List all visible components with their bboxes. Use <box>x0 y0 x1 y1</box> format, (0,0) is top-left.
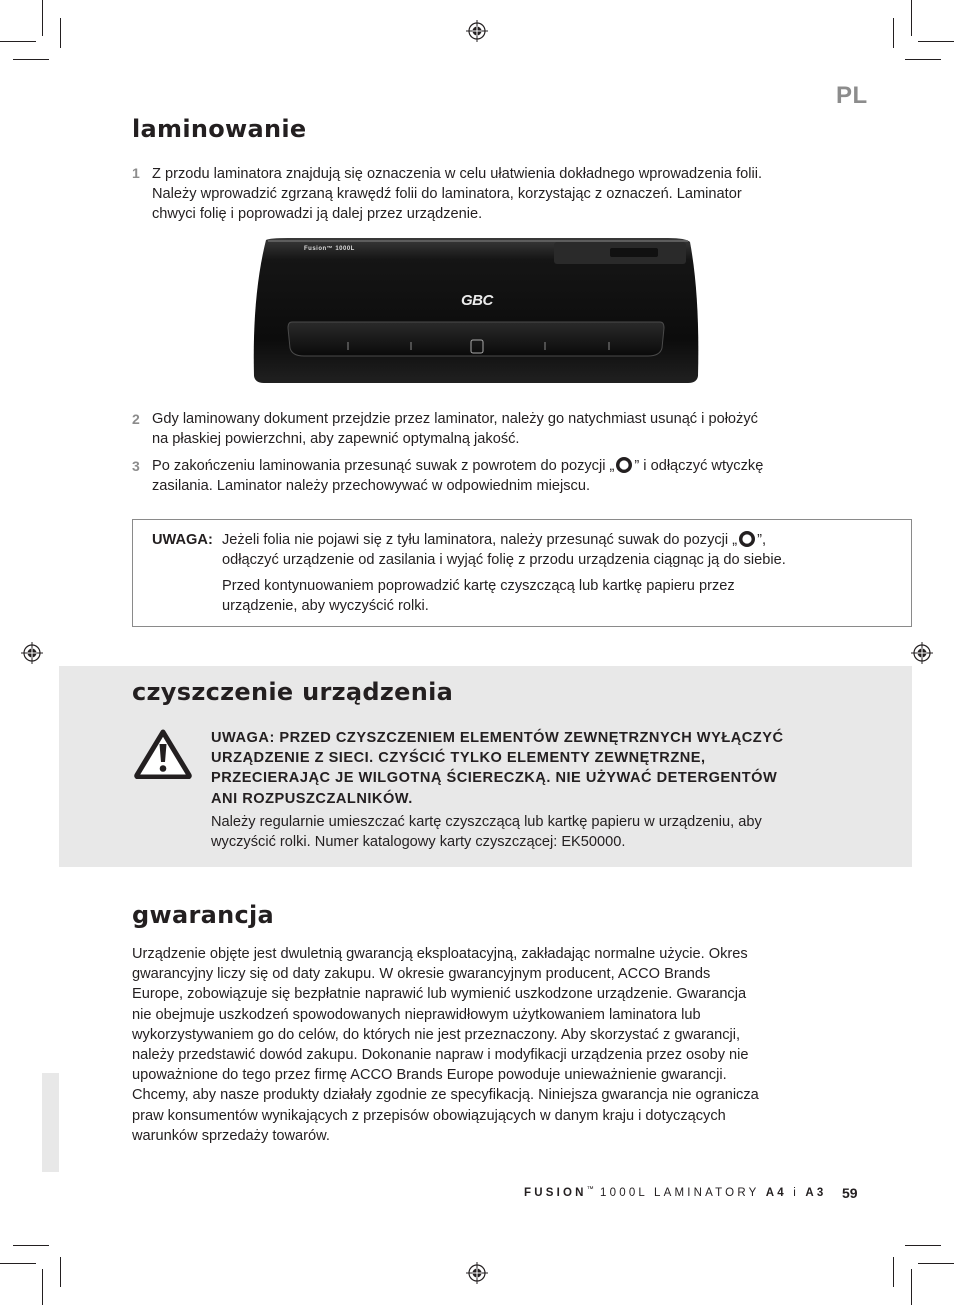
note-line: Jeżeli folia nie pojawi się z tyłu laminatora, należy przesunąć suwak do pozycji „ ”, <box>222 532 766 548</box>
crop-mark <box>905 59 941 60</box>
warranty-line: upoważnione do tego przez firmę ACCO Brands Europe powoduje unieważnienie gwarancji. <box>132 1067 727 1084</box>
note-text <box>222 530 882 570</box>
cleaning-text <box>211 812 871 852</box>
registration-mark-icon <box>466 1262 488 1284</box>
step-text <box>152 164 832 225</box>
crop-mark <box>918 41 954 42</box>
cleaning-line: wyczyścić rolki. Numer katalogowy karty czyszczącej: EK50000. <box>211 834 626 851</box>
step-text <box>152 409 832 449</box>
note-label: UWAGA: <box>152 532 213 548</box>
warning-triangle-icon <box>134 729 192 779</box>
step-line: chwyci folię i poprowadzi ją dalej przez urządzenie. <box>152 206 483 223</box>
step-line: Po zakończeniu laminowania przesunąć suwak z powrotem do pozycji „ ” i odłączyć wtyczkę <box>152 458 764 474</box>
crop-mark <box>42 0 43 36</box>
crop-mark <box>13 59 49 60</box>
crop-mark <box>905 1245 941 1246</box>
step-line: Należy wprowadzić zgrzaną krawędź folii do laminatora, korzystając z oznaczeń. Laminator <box>152 186 742 203</box>
step-line: Z przodu laminatora znajdują się oznaczenia w celu ułatwienia dokładnego wprowadzenia folii. <box>152 166 763 182</box>
section-title-laminating: laminowanie <box>132 115 307 143</box>
gbc-logo: GBC <box>461 292 493 309</box>
warranty-line: Chcemy, aby nasze produkty działały zgodnie ze specyfikacją. Niniejsza gwarancja nie ogranicza <box>132 1087 759 1104</box>
page-thumb-tab <box>42 1073 59 1172</box>
step-line: na płaskiej powierzchni, aby zapewnić optymalną jakość. <box>152 431 520 448</box>
cleaning-line: Należy regularnie umieszczać kartę czyszczącą lub kartkę papieru w urządzeniu, aby <box>211 814 762 830</box>
page-footer: FUSION™ 1000L LAMINATORY A4 i A3 <box>524 1186 827 1199</box>
step-text <box>152 456 832 496</box>
warranty-line: gwarancyjny liczy się od daty zakupu. W okresie gwarancyjnym producent, ACCO Brands <box>132 966 711 983</box>
registration-mark-icon <box>21 642 43 664</box>
note-line: Przed kontynuowaniem poprowadzić kartę czyszczącą lub kartkę papieru przez <box>222 578 735 594</box>
cleaning-warning <box>211 728 851 809</box>
warning-line: UWAGA: PRZED CZYSZCZENIEM ELEMENTÓW ZEWNĘTRZNYCH WYŁĄCZYĆ <box>211 730 784 746</box>
warranty-line: Urządzenie objęte jest dwuletnią gwarancją eksploatacyjną, zakładając normalne użycie. Okres <box>132 946 748 962</box>
warranty-line: praw konsumentów wynikających z przepisów obowiązujących w danym kraju i dotyczących <box>132 1107 726 1124</box>
crop-mark <box>60 18 61 48</box>
off-position-icon <box>615 456 633 474</box>
note-line: urządzenie, aby wyczyścić rolki. <box>222 598 429 615</box>
section-title-cleaning: czyszczenie urządzenia <box>132 678 454 706</box>
step-number: 3 <box>132 458 140 474</box>
crop-mark <box>893 18 894 48</box>
warning-line: URZĄDZENIE Z SIECI. CZYŚCIĆ TYLKO ELEMENTY ZEWNĘTRZNE, <box>211 750 706 767</box>
off-position-icon <box>738 530 756 548</box>
warning-line: PRZECIERAJĄC JE WILGOTNĄ ŚCIERECZKĄ. NIE UŻYWAĆ DETERGENTÓW <box>211 770 778 787</box>
registration-mark-icon <box>911 642 933 664</box>
crop-mark <box>893 1257 894 1287</box>
crop-mark <box>0 1263 36 1264</box>
crop-mark <box>13 1245 49 1246</box>
warranty-line: należy przedstawić dowód zakupu. Dokonanie napraw i modyfikacji urządzenia przez osoby nie <box>132 1047 749 1064</box>
note-line: odłączyć urządzenie od zasilania i wyjąć folię z przodu urządzenia ciągnąc ją do siebie. <box>222 552 786 569</box>
warranty-line: Europe, zobowiązuje się bezpłatnie naprawić lub wymienić uszkodzone urządzenie. Gwarancja <box>132 986 747 1003</box>
section-title-warranty: gwarancja <box>132 901 275 929</box>
warranty-line: nie obejmuje uszkodzeń spowodowanych nieprawidłowym użytkowaniem laminatora lub <box>132 1006 701 1023</box>
crop-mark <box>42 1269 43 1305</box>
warranty-text <box>132 944 832 1146</box>
step-number: 1 <box>132 165 140 181</box>
crop-mark <box>911 0 912 36</box>
language-tag: PL <box>836 82 868 109</box>
step-line: Gdy laminowany dokument przejdzie przez laminator, należy go natychmiast usunąć i położyć <box>152 411 758 427</box>
warranty-line: wykorzystywaniem go do celów, do których nie jest przeznaczony. Aby skorzystać z gwarancji, <box>132 1026 741 1043</box>
crop-mark <box>60 1257 61 1287</box>
registration-mark-icon <box>466 20 488 42</box>
crop-mark <box>918 1263 954 1264</box>
crop-mark <box>911 1269 912 1305</box>
warning-line: ANI ROZPUSZCZALNIKÓW. <box>211 790 413 807</box>
laminator-image <box>248 236 704 385</box>
step-number: 2 <box>132 411 140 427</box>
step-line: zasilania. Laminator należy przechowywać w odpowiednim miejscu. <box>152 478 591 495</box>
page-number: 59 <box>842 1185 858 1201</box>
note-text <box>222 576 882 616</box>
warranty-line: warunków sprzedaży towarów. <box>132 1127 330 1144</box>
crop-mark <box>0 41 36 42</box>
device-model-label: Fusion™ 1000L <box>304 246 355 252</box>
